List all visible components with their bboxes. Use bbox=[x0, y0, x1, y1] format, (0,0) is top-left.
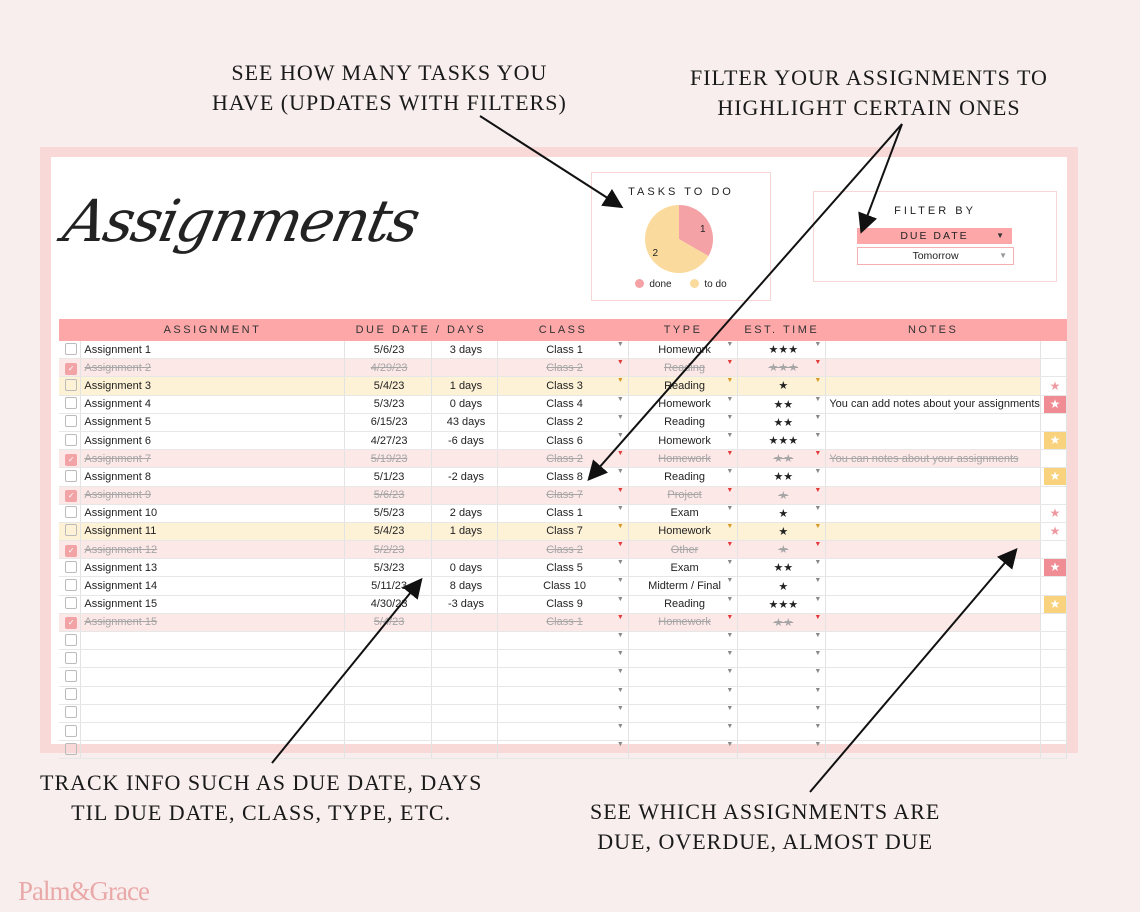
brand-logo: Palm&Grace bbox=[18, 876, 149, 906]
est-time-cell-text: ★★ bbox=[773, 416, 794, 429]
chevron-down-icon[interactable]: ▼ bbox=[726, 686, 734, 694]
class-cell-text: Class 3 bbox=[546, 379, 583, 392]
almost-due-star-icon: ★ bbox=[1049, 506, 1061, 521]
filter-value: Tomorrow bbox=[912, 250, 959, 262]
checkbox[interactable]: ✓ bbox=[65, 490, 77, 502]
days-left-cell-text: -2 days bbox=[447, 470, 485, 483]
days-left-cell-text: 3 days bbox=[449, 343, 483, 356]
est-time-cell-text: ★ bbox=[778, 525, 789, 538]
class-cell-text: Class 7 bbox=[546, 525, 583, 538]
notes-cell-text: You can add notes about your assignments bbox=[829, 398, 1040, 411]
class-cell-text: Class 9 bbox=[546, 598, 583, 611]
days-left-cell-text: -6 days bbox=[447, 434, 485, 447]
chevron-down-icon[interactable]: ▼ bbox=[726, 522, 734, 530]
assignment-cell-text: Assignment 7 bbox=[84, 452, 152, 465]
callout-filter: FILTER YOUR ASSIGNMENTS TO HIGHLIGHT CERTAIN ONES bbox=[690, 65, 1048, 120]
chevron-down-icon[interactable]: ▼ bbox=[616, 650, 624, 658]
class-cell-text: Class 10 bbox=[543, 580, 586, 593]
est-time-cell-text: ★★ bbox=[773, 453, 794, 466]
class-cell-text: Class 5 bbox=[546, 561, 583, 574]
est-time-cell-text: ★ bbox=[778, 380, 789, 393]
sheet-title: Assignments bbox=[57, 187, 425, 255]
chevron-down-icon[interactable]: ▼ bbox=[814, 431, 822, 439]
due-date-cell-text: 4/27/23 bbox=[370, 434, 408, 447]
chevron-down-icon[interactable]: ▼ bbox=[616, 359, 624, 367]
chevron-down-icon[interactable]: ▼ bbox=[814, 359, 822, 367]
chevron-down-icon[interactable]: ▼ bbox=[726, 577, 734, 585]
chevron-down-icon[interactable]: ▼ bbox=[616, 595, 624, 603]
chevron-down-icon[interactable]: ▼ bbox=[726, 341, 734, 348]
type-cell-text: Reading bbox=[664, 379, 706, 392]
chevron-down-icon[interactable]: ▼ bbox=[814, 722, 822, 730]
days-left-cell-text: -3 days bbox=[447, 598, 485, 611]
callout-tasks-count: SEE HOW MANY TASKS YOU HAVE (UPDATES WITH FILTERS) bbox=[212, 60, 567, 115]
header-class: CLASS bbox=[498, 319, 629, 341]
chevron-down-icon[interactable]: ▼ bbox=[814, 413, 822, 421]
arrow-to-flags bbox=[810, 551, 1015, 792]
header-type: TYPE bbox=[628, 319, 737, 341]
type-cell-text: Midterm / Final bbox=[648, 580, 721, 593]
chevron-down-icon[interactable]: ▼ bbox=[814, 668, 822, 676]
assignment-cell-text: Assignment 6 bbox=[84, 434, 152, 447]
assignment-cell-text: Assignment 4 bbox=[84, 398, 152, 411]
checkbox[interactable]: ✓ bbox=[65, 617, 77, 629]
chevron-down-icon[interactable]: ▼ bbox=[616, 686, 624, 694]
class-cell-text: Class 6 bbox=[546, 434, 583, 447]
due-date-cell-text: 5/6/23 bbox=[373, 343, 405, 356]
header-due: DUE DATE / DAYS bbox=[344, 319, 498, 341]
class-cell-text: Class 2 bbox=[546, 361, 583, 374]
days-left-cell-text: 1 days bbox=[449, 525, 483, 538]
almost-due-star-icon: ★ bbox=[1049, 524, 1061, 539]
header-assignment: ASSIGNMENT bbox=[81, 319, 344, 341]
due-date-cell-text: 4/29/23 bbox=[370, 361, 408, 374]
callout-due: SEE WHICH ASSIGNMENTS ARE DUE, OVERDUE, ALMOST DUE bbox=[590, 799, 941, 854]
chevron-down-icon[interactable]: ▼ bbox=[616, 486, 624, 494]
chevron-down-icon[interactable]: ▼ bbox=[726, 450, 734, 458]
assignment-cell-text: Assignment 12 bbox=[84, 543, 158, 556]
chevron-down-icon[interactable]: ▼ bbox=[814, 341, 822, 348]
chevron-down-icon[interactable]: ▼ bbox=[814, 577, 822, 585]
type-cell-text: Reading bbox=[664, 470, 706, 483]
overdue-star-icon: ★ bbox=[1044, 596, 1066, 613]
header-time: EST. TIME bbox=[738, 319, 826, 341]
chevron-down-icon[interactable]: ▼ bbox=[814, 504, 822, 512]
arrow-to-class bbox=[590, 124, 902, 478]
chevron-down-icon[interactable]: ▼ bbox=[814, 522, 822, 530]
chevron-down-icon[interactable]: ▼ bbox=[726, 704, 734, 712]
notes-cell-text: You can notes about your assignments bbox=[829, 452, 1019, 465]
due-date-cell-text: 5/5/23 bbox=[373, 507, 405, 520]
class-cell-text: Class 7 bbox=[546, 489, 583, 502]
due-date-cell-text: 5/11/23 bbox=[371, 580, 408, 593]
type-cell-text: Homework bbox=[658, 343, 711, 356]
type-cell-text: Reading bbox=[664, 361, 706, 374]
chevron-down-icon[interactable]: ▼ bbox=[726, 431, 734, 439]
chevron-down-icon[interactable]: ▼ bbox=[616, 741, 624, 749]
chevron-down-icon[interactable]: ▼ bbox=[616, 431, 624, 439]
legend-todo-label: to do bbox=[704, 279, 727, 290]
chevron-down-icon[interactable]: ▼ bbox=[814, 704, 822, 712]
chevron-down-icon[interactable]: ▼ bbox=[814, 741, 822, 749]
checkbox[interactable]: ✓ bbox=[65, 545, 77, 557]
est-time-cell-text: ★ bbox=[778, 580, 789, 593]
due-date-cell-text: 5/3/23 bbox=[373, 561, 405, 574]
filter-field-value: DUE DATE bbox=[900, 230, 969, 242]
chevron-down-icon[interactable]: ▼ bbox=[616, 341, 624, 348]
chevron-down-icon[interactable]: ▼ bbox=[726, 486, 734, 494]
chevron-down-icon: ▼ bbox=[996, 231, 1006, 240]
type-cell-text: Exam bbox=[670, 561, 699, 574]
class-cell-text: Class 2 bbox=[546, 452, 583, 465]
assignment-cell-text: Assignment 2 bbox=[84, 361, 152, 374]
assignment-cell-text: Assignment 3 bbox=[84, 379, 152, 392]
due-date-cell-text: 5/19/23 bbox=[370, 452, 408, 465]
arrow-to-tasks bbox=[480, 116, 620, 206]
chevron-down-icon[interactable]: ▼ bbox=[726, 541, 734, 549]
chevron-down-icon[interactable]: ▼ bbox=[616, 632, 624, 639]
chevron-down-icon[interactable]: ▼ bbox=[814, 377, 822, 385]
chevron-down-icon[interactable]: ▼ bbox=[616, 504, 624, 512]
assignment-cell-text: Assignment 14 bbox=[84, 580, 158, 593]
class-cell-text: Class 1 bbox=[546, 507, 583, 520]
assignment-cell-text: Assignment 11 bbox=[84, 525, 157, 538]
est-time-cell-text: ★★★ bbox=[768, 598, 799, 611]
chevron-down-icon[interactable]: ▼ bbox=[726, 650, 734, 658]
chevron-down-icon[interactable]: ▼ bbox=[726, 504, 734, 512]
chevron-down-icon[interactable]: ▼ bbox=[814, 686, 822, 694]
chevron-down-icon[interactable]: ▼ bbox=[814, 613, 822, 621]
chevron-down-icon[interactable]: ▼ bbox=[616, 559, 624, 567]
chevron-down-icon[interactable]: ▼ bbox=[616, 522, 624, 530]
checkbox[interactable]: ✓ bbox=[65, 454, 77, 466]
legend-done-label: done bbox=[649, 279, 672, 290]
due-date-cell-text: 4/30/23 bbox=[370, 598, 408, 611]
days-left-cell-text: 0 days bbox=[449, 561, 483, 574]
due-date-cell-text: 5/1/23 bbox=[373, 470, 405, 483]
chevron-down-icon[interactable]: ▼ bbox=[616, 395, 624, 403]
chevron-down-icon[interactable]: ▼ bbox=[616, 704, 624, 712]
chevron-down-icon[interactable]: ▼ bbox=[726, 359, 734, 367]
tasks-header: TASKS TO DO bbox=[628, 186, 734, 198]
chevron-down-icon[interactable]: ▼ bbox=[814, 486, 822, 494]
chevron-down-icon[interactable]: ▼ bbox=[814, 632, 822, 639]
chevron-down-icon[interactable]: ▼ bbox=[616, 613, 624, 621]
arrow-to-days bbox=[272, 581, 420, 763]
type-cell-text: Homework bbox=[658, 398, 711, 411]
chevron-down-icon[interactable]: ▼ bbox=[814, 559, 822, 567]
overdue-star-icon: ★ bbox=[1044, 468, 1066, 485]
est-time-cell-text: ★★ bbox=[773, 471, 794, 484]
due-date-cell-text: 5/4/23 bbox=[373, 616, 405, 629]
chevron-down-icon: ▼ bbox=[999, 251, 1007, 260]
type-cell-text: Exam bbox=[670, 507, 699, 520]
checkbox[interactable]: ✓ bbox=[65, 363, 77, 375]
class-cell-text: Class 1 bbox=[546, 343, 583, 356]
class-cell-text: Class 1 bbox=[546, 616, 583, 629]
chevron-down-icon[interactable]: ▼ bbox=[726, 559, 734, 567]
almost-due-star-icon: ★ bbox=[1049, 378, 1061, 393]
chevron-down-icon[interactable]: ▼ bbox=[726, 377, 734, 385]
type-cell-text: Project bbox=[667, 489, 702, 502]
due-date-cell-text: 6/15/23 bbox=[370, 416, 408, 429]
pie-label-done: 1 bbox=[700, 224, 706, 235]
chevron-down-icon[interactable]: ▼ bbox=[616, 577, 624, 585]
days-left-cell-text: 43 days bbox=[446, 416, 486, 429]
est-time-cell-text: ★★ bbox=[773, 616, 794, 629]
type-cell-text: Homework bbox=[658, 525, 711, 538]
due-today-star-icon: ★ bbox=[1044, 396, 1066, 413]
assignment-cell-text: Assignment 9 bbox=[84, 489, 152, 502]
due-date-cell-text: 5/3/23 bbox=[373, 398, 405, 411]
chevron-down-icon[interactable]: ▼ bbox=[726, 595, 734, 603]
chevron-down-icon[interactable]: ▼ bbox=[616, 377, 624, 385]
chevron-down-icon[interactable]: ▼ bbox=[726, 613, 734, 621]
days-left-cell-text: 0 days bbox=[449, 398, 483, 411]
chevron-down-icon[interactable]: ▼ bbox=[616, 668, 624, 676]
type-cell-text: Other bbox=[670, 543, 699, 556]
assignment-cell-text: Assignment 15 bbox=[84, 598, 158, 611]
class-cell-text: Class 4 bbox=[546, 398, 583, 411]
chevron-down-icon[interactable]: ▼ bbox=[616, 450, 624, 458]
chevron-down-icon[interactable]: ▼ bbox=[726, 632, 734, 639]
filter-header: FILTER BY bbox=[894, 205, 976, 217]
due-today-star-icon: ★ bbox=[1044, 559, 1066, 576]
est-time-cell-text: ★ bbox=[778, 489, 789, 502]
chevron-down-icon[interactable]: ▼ bbox=[616, 468, 624, 476]
chevron-down-icon[interactable]: ▼ bbox=[726, 413, 734, 421]
assignment-cell-text: Assignment 13 bbox=[84, 561, 158, 574]
chevron-down-icon[interactable]: ▼ bbox=[726, 668, 734, 676]
est-time-cell-text: ★ bbox=[778, 507, 789, 520]
header-notes: NOTES bbox=[826, 319, 1041, 341]
type-cell-text: Homework bbox=[658, 616, 711, 629]
est-time-cell-text: ★ bbox=[778, 544, 789, 557]
overdue-star-icon: ★ bbox=[1044, 432, 1066, 449]
days-left-cell-text: 2 days bbox=[449, 507, 483, 520]
pie-label-todo: 2 bbox=[652, 248, 659, 259]
assignment-cell-text: Assignment 5 bbox=[84, 416, 152, 429]
type-cell-text: Reading bbox=[664, 598, 706, 611]
chevron-down-icon[interactable]: ▼ bbox=[814, 468, 822, 476]
chevron-down-icon[interactable]: ▼ bbox=[726, 741, 734, 749]
chevron-down-icon[interactable]: ▼ bbox=[814, 541, 822, 549]
arrow-to-filter bbox=[862, 124, 902, 230]
est-time-cell-text: ★★★ bbox=[768, 362, 799, 375]
assignment-cell-text: Assignment 1 bbox=[84, 343, 152, 356]
assignment-cell-text: Assignment 15 bbox=[84, 616, 158, 629]
est-time-cell-text: ★★ bbox=[773, 398, 794, 411]
due-date-cell-text: 5/4/23 bbox=[373, 379, 405, 392]
est-time-cell-text: ★★★ bbox=[768, 435, 799, 448]
due-date-cell-text: 5/4/23 bbox=[373, 525, 405, 538]
chevron-down-icon[interactable]: ▼ bbox=[726, 395, 734, 403]
est-time-cell-text: ★★★ bbox=[768, 344, 799, 357]
class-cell-text: Class 8 bbox=[546, 470, 583, 483]
type-cell-text: Homework bbox=[658, 452, 711, 465]
chevron-down-icon[interactable]: ▼ bbox=[814, 650, 822, 658]
class-cell-text: Class 2 bbox=[546, 416, 583, 429]
est-time-cell-text: ★★ bbox=[773, 562, 794, 575]
chevron-down-icon[interactable]: ▼ bbox=[814, 395, 822, 403]
assignment-cell-text: Assignment 8 bbox=[84, 470, 152, 483]
due-date-cell-text: 5/2/23 bbox=[373, 543, 405, 556]
type-cell-text: Reading bbox=[664, 416, 706, 429]
assignment-cell-text: Assignment 10 bbox=[84, 507, 158, 520]
chevron-down-icon[interactable]: ▼ bbox=[726, 468, 734, 476]
type-cell-text: Homework bbox=[658, 434, 711, 447]
chevron-down-icon[interactable]: ▼ bbox=[616, 541, 624, 549]
chevron-down-icon[interactable]: ▼ bbox=[616, 413, 624, 421]
chevron-down-icon[interactable]: ▼ bbox=[726, 722, 734, 730]
chevron-down-icon[interactable]: ▼ bbox=[814, 450, 822, 458]
class-cell-text: Class 2 bbox=[546, 543, 583, 556]
days-left-cell-text: 1 days bbox=[449, 379, 483, 392]
callout-track: TRACK INFO SUCH AS DUE DATE, DAYS TIL DUE DATE, CLASS, TYPE, ETC. bbox=[40, 770, 483, 825]
chevron-down-icon[interactable]: ▼ bbox=[814, 595, 822, 603]
chevron-down-icon[interactable]: ▼ bbox=[616, 722, 624, 730]
due-date-cell-text: 5/6/23 bbox=[373, 489, 405, 502]
days-left-cell-text: 8 days bbox=[449, 580, 483, 593]
